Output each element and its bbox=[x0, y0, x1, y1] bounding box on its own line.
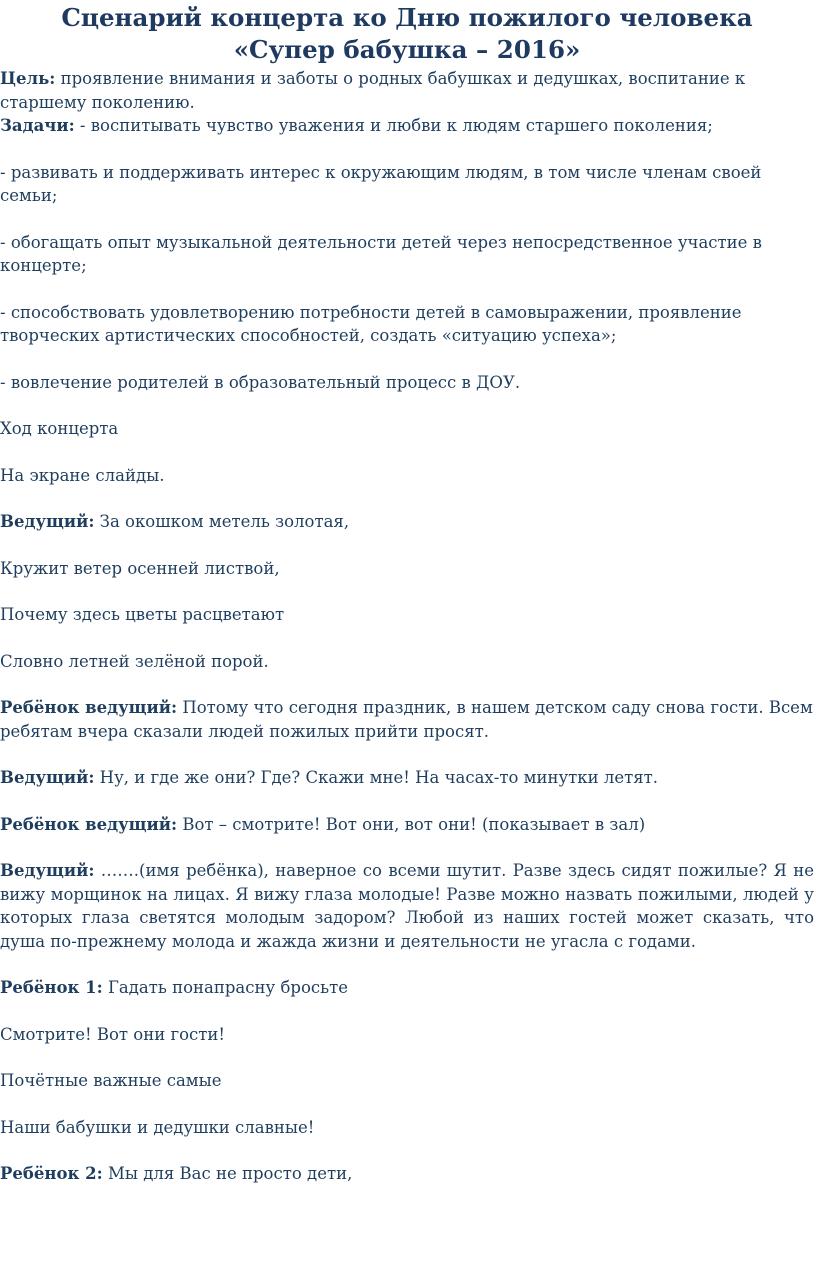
paragraph-task-2 bbox=[0, 161, 814, 208]
para-label: Ребёнок 1: bbox=[0, 978, 103, 997]
paragraph-verse-4 bbox=[0, 650, 814, 674]
paragraph-concert-course bbox=[0, 417, 814, 441]
para-text: Мы для Вас не просто дети, bbox=[102, 1164, 353, 1183]
paragraph-child-host-1 bbox=[0, 696, 814, 743]
para-text: - способствовать удовлетворению потребности детей в самовыражении, проявление творческих артистических способностей, создать «ситуацию успеха»; bbox=[0, 302, 742, 345]
paragraph-verse-guests bbox=[0, 1023, 814, 1047]
paragraph-verse-2 bbox=[0, 557, 814, 581]
paragraph-verse-honored bbox=[0, 1069, 814, 1093]
paragraph-child-1 bbox=[0, 976, 814, 1000]
title-line-2: «Супер бабушка – 2016» bbox=[233, 35, 581, 64]
paragraph-host-3 bbox=[0, 859, 814, 953]
para-text: …….(имя ребёнка), наверное со всеми шутит. Разве здесь сидят пожилые? Я не вижу морщинок на лицах. Я вижу глаза молодые! Разве можно назвать пожилыми, людей у которых глаза светятся молодым задором? Любой из наших гостей может сказать, что душа по-прежнему молода и жажда жизни и деятельности не угасла с годами. bbox=[0, 861, 814, 951]
para-label: Ребёнок ведущий: bbox=[0, 814, 178, 834]
para-label: Задачи: bbox=[0, 116, 75, 135]
para-label: Ребёнок 2: bbox=[0, 1164, 103, 1183]
para-text: Почётные важные самые bbox=[0, 1071, 222, 1090]
para-text: - развивать и поддерживать интерес к окружающим людям, в том числе членам своей семьи; bbox=[0, 162, 762, 205]
para-label: Ведущий: bbox=[0, 861, 95, 880]
document-title bbox=[0, 0, 814, 66]
para-text: Словно летней зелёной порой. bbox=[0, 651, 269, 671]
paragraph-task-5 bbox=[0, 371, 814, 395]
para-text: проявление внимания и заботы о родных бабушках и дедушках, воспитание к старшему поколению. bbox=[0, 69, 746, 112]
para-text: Ход концерта bbox=[0, 419, 119, 438]
para-text: Ну, и где же они? Где? Скажи мне! На часах-то минутки летят. bbox=[94, 768, 658, 787]
para-label: Ведущий: bbox=[0, 512, 95, 531]
para-text: Кружит ветер осенней листвой, bbox=[0, 558, 280, 578]
paragraph-tasks bbox=[0, 114, 814, 138]
paragraph-task-4 bbox=[0, 301, 814, 348]
title-line-1: Сценарий концерта ко Дню пожилого человека bbox=[61, 3, 753, 32]
paragraph-task-3 bbox=[0, 231, 814, 278]
para-text: Смотрите! Вот они гости! bbox=[0, 1024, 226, 1044]
paragraph-host-2 bbox=[0, 766, 814, 790]
para-text: - воспитывать чувство уважения и любви к людям старшего поколения; bbox=[74, 116, 713, 135]
para-text: За окошком метель золотая, bbox=[94, 512, 350, 531]
para-text: Наши бабушки и дедушки славные! bbox=[0, 1117, 315, 1137]
para-label: Ребёнок ведущий: bbox=[0, 698, 178, 717]
para-text: - обогащать опыт музыкальной деятельности детей через непосредственное участие в концерте; bbox=[0, 232, 762, 275]
para-text: Потому что сегодня праздник, в нашем детском саду снова гости. Всем ребятам вчера сказали людей пожилых прийти просят. bbox=[0, 698, 813, 741]
para-label: Цель: bbox=[0, 69, 56, 88]
para-text: Гадать понапрасну бросьте bbox=[102, 978, 348, 997]
paragraph-child-host-2 bbox=[0, 813, 814, 837]
paragraph-verse-grandparents bbox=[0, 1116, 814, 1140]
para-text: Почему здесь цветы расцветают bbox=[0, 605, 285, 624]
para-text: На экране слайды. bbox=[0, 465, 165, 485]
para-text: - вовлечение родителей в образовательный процесс в ДОУ. bbox=[0, 372, 521, 392]
paragraph-verse-3 bbox=[0, 603, 814, 627]
paragraph-slides bbox=[0, 464, 814, 488]
para-label: Ведущий: bbox=[0, 768, 95, 787]
paragraph-child-2 bbox=[0, 1162, 814, 1186]
paragraph-host-1 bbox=[0, 510, 814, 534]
para-text: Вот – смотрите! Вот они, вот они! (показывает в зал) bbox=[177, 814, 646, 834]
paragraph-goal bbox=[0, 67, 814, 114]
